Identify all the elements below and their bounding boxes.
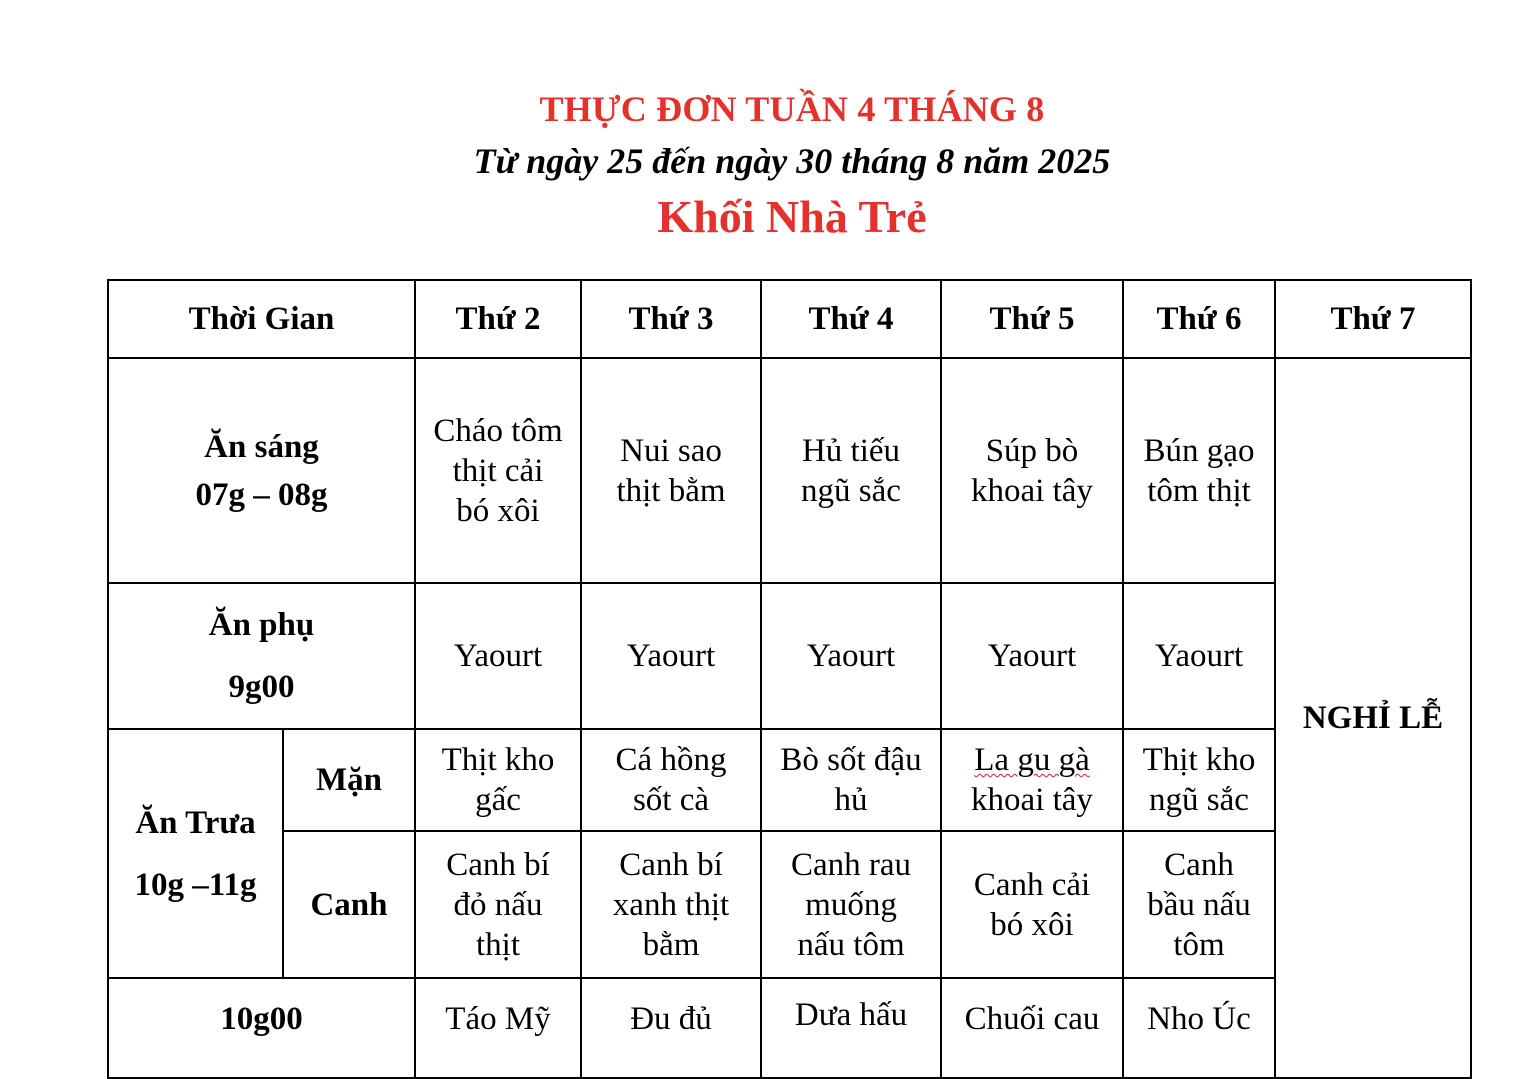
snack-tuesday: Yaourt	[581, 583, 761, 729]
column-header-tuesday: Thứ 3	[581, 280, 761, 358]
dish-line: Canh bí	[446, 846, 550, 883]
lunch-savory-friday	[1123, 729, 1275, 831]
column-header-thursday: Thứ 5	[941, 280, 1123, 358]
snack-thursday: Yaourt	[941, 583, 1123, 729]
lunch-soup-monday	[415, 831, 581, 978]
fruit-time-label: 10g00	[108, 978, 415, 1078]
lunch-savory-label: Mặn	[283, 729, 415, 831]
group-name: Khối Nhà Trẻ	[657, 191, 927, 242]
weekly-menu-table	[107, 279, 1472, 1079]
dish-line: Bò sốt đậu	[780, 742, 922, 778]
dish-line: ngũ sắc	[1149, 782, 1249, 818]
fruit-wednesday: Dưa hấu	[761, 978, 941, 1078]
fruit-monday: Táo Mỹ	[415, 978, 581, 1078]
fruit-friday: Nho Úc	[1123, 978, 1275, 1078]
dish-line: Nui sao	[620, 432, 722, 469]
dish-line: bó xôi	[456, 492, 540, 529]
breakfast-time: 07g – 08g	[195, 476, 328, 513]
lunch-soup-friday	[1123, 831, 1275, 978]
table-row-snack	[108, 583, 1471, 729]
dish-line: nấu tôm	[797, 926, 905, 963]
dish-line: Cá hồng	[615, 742, 727, 778]
meal-label-breakfast	[108, 358, 415, 583]
dish-line: thịt bằm	[616, 472, 726, 509]
lunch-savory-wednesday	[761, 729, 941, 831]
breakfast-monday	[415, 358, 581, 583]
lunch-soup-wednesday	[761, 831, 941, 978]
dish-line: La gu gà	[974, 742, 1090, 778]
dish-line: gấc	[475, 782, 521, 818]
table-row-fruit	[108, 978, 1471, 1078]
lunch-soup-label: Canh	[283, 831, 415, 978]
dish-line: Cháo tôm	[433, 412, 563, 449]
breakfast-tuesday	[581, 358, 761, 583]
lunch-soup-thursday	[941, 831, 1123, 978]
dish-line: hủ	[834, 782, 868, 818]
fruit-thursday: Chuối cau	[941, 978, 1123, 1078]
column-header-time: Thời Gian	[108, 280, 415, 358]
dish-line: sốt cà	[632, 782, 710, 818]
dish-line: tôm thịt	[1147, 472, 1251, 509]
table-header-row	[108, 280, 1471, 358]
dish-line: Canh	[1164, 846, 1234, 883]
dish-line: Canh cải	[973, 866, 1091, 903]
dish-line: đỏ nấu	[453, 886, 543, 923]
snack-time: 9g00	[228, 669, 295, 705]
table-row-breakfast	[108, 358, 1471, 583]
breakfast-thursday	[941, 358, 1123, 583]
dish-line: khoai tây	[971, 472, 1093, 509]
lunch-time: 10g –11g	[134, 866, 257, 903]
column-header-monday: Thứ 2	[415, 280, 581, 358]
dish-line: thịt	[475, 926, 520, 963]
dish-line: Bún gạo	[1143, 432, 1255, 469]
lunch-soup-tuesday	[581, 831, 761, 978]
dish-line: muống	[805, 886, 897, 923]
lunch-savory-monday	[415, 729, 581, 831]
dish-line: Súp bò	[985, 432, 1079, 469]
date-range: Từ ngày 25 đến ngày 30 tháng 8 năm 2025	[473, 141, 1111, 181]
breakfast-friday	[1123, 358, 1275, 583]
fruit-tuesday: Đu đủ	[581, 978, 761, 1078]
dish-line: khoai tây	[971, 782, 1093, 818]
dish-line: Hủ tiếu	[801, 432, 901, 469]
dish-line: ngũ sắc	[801, 472, 901, 509]
snack-label: Ăn phụ	[208, 607, 315, 643]
saturday-holiday-note: NGHỈ LỄ	[1275, 358, 1471, 1078]
dish-line: bầu nấu	[1147, 886, 1251, 923]
breakfast-label: Ăn sáng	[204, 428, 319, 465]
snack-monday: Yaourt	[415, 583, 581, 729]
snack-friday: Yaourt	[1123, 583, 1275, 729]
column-header-saturday: Thứ 7	[1275, 280, 1471, 358]
lunch-label: Ăn Trưa	[135, 804, 256, 841]
dish-line: tôm	[1173, 926, 1225, 963]
meal-label-lunch	[108, 729, 283, 978]
column-header-friday: Thứ 6	[1123, 280, 1275, 358]
menu-title: THỰC ĐƠN TUẦN 4 THÁNG 8	[539, 89, 1045, 129]
dish-line: Thịt kho	[441, 742, 555, 778]
dish-line: xanh thịt	[612, 886, 730, 923]
dish-line: bó xôi	[990, 906, 1074, 943]
dish-line: bằm	[642, 926, 700, 963]
dish-line: Thịt kho	[1142, 742, 1256, 778]
lunch-savory-tuesday	[581, 729, 761, 831]
snack-wednesday: Yaourt	[761, 583, 941, 729]
dish-line: Canh rau	[790, 846, 912, 883]
lunch-savory-thursday	[941, 729, 1123, 831]
breakfast-wednesday	[761, 358, 941, 583]
dish-line: Canh bí	[619, 846, 723, 883]
dish-line: thịt cải	[452, 452, 544, 489]
meal-label-snack	[108, 583, 415, 729]
table-row-lunch-soup	[108, 831, 1471, 978]
column-header-wednesday: Thứ 4	[761, 280, 941, 358]
table-row-lunch-savory	[108, 729, 1471, 831]
